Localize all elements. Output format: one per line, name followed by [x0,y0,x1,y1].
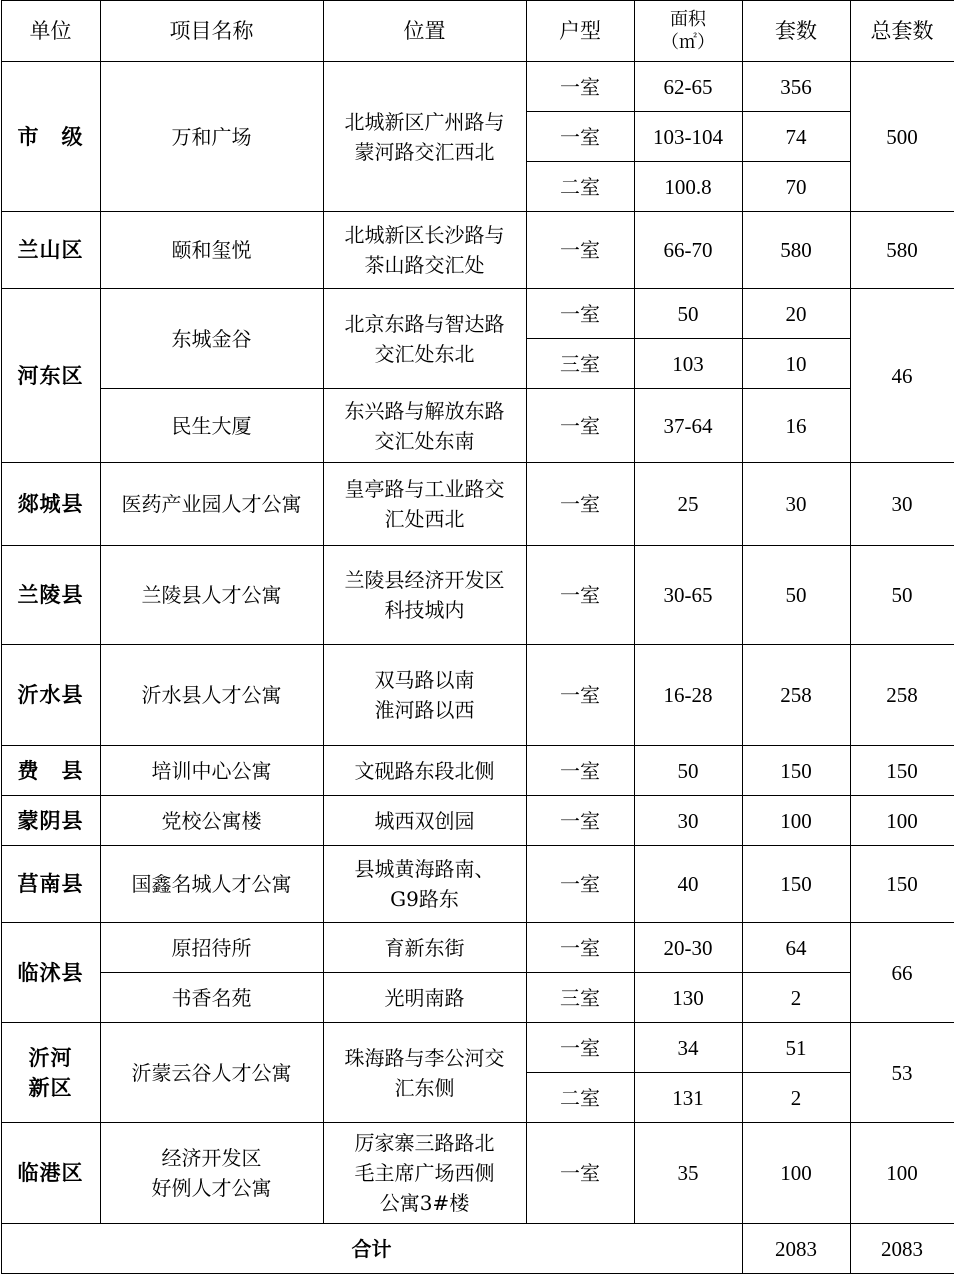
table-row [1,846,954,923]
total-cell: 46 [850,289,954,463]
header-sets: 套数 [742,1,850,62]
housing-table [1,0,954,1274]
sets-cell: 30 [742,463,850,546]
table-row [1,62,954,112]
type-cell: 一室 [526,796,634,846]
area-cell: 20-30 [634,923,742,973]
table-row [1,389,954,463]
location-cell: 北城新区长沙路与 茶山路交汇处 [323,212,526,289]
table-row [1,645,954,746]
location-cell: 东兴路与解放东路 交汇处东南 [323,389,526,463]
location-cell: 光明南路 [323,973,526,1023]
area-cell: 35 [634,1123,742,1224]
total-cell: 30 [850,463,954,546]
table-row [1,463,954,546]
location-cell: 厉家寨三路路北 毛主席广场西侧 公寓3#楼 [323,1123,526,1224]
type-cell: 一室 [526,645,634,746]
type-cell: 一室 [526,112,634,162]
sets-cell: 150 [742,846,850,923]
unit-cell: 蒙阴县 [1,796,100,846]
project-cell: 民生大厦 [100,389,323,463]
area-cell: 34 [634,1023,742,1073]
project-cell: 医药产业园人才公寓 [100,463,323,546]
unit-cell: 莒南县 [1,846,100,923]
sets-cell: 2 [742,1073,850,1123]
type-cell: 一室 [526,1123,634,1224]
location-cell: 城西双创园 [323,796,526,846]
type-cell: 三室 [526,973,634,1023]
total-cell: 53 [850,1023,954,1123]
location-cell: 县城黄海路南、 G9路东 [323,846,526,923]
total-cell: 66 [850,923,954,1023]
location-cell: 珠海路与李公河交 汇东侧 [323,1023,526,1123]
project-cell: 经济开发区 好例人才公寓 [100,1123,323,1224]
total-cell: 150 [850,746,954,796]
area-cell: 37-64 [634,389,742,463]
sets-cell: 74 [742,112,850,162]
type-cell: 一室 [526,389,634,463]
location-cell: 北京东路与智达路 交汇处东北 [323,289,526,389]
area-cell: 130 [634,973,742,1023]
area-cell: 100.8 [634,162,742,212]
type-cell: 一室 [526,1023,634,1073]
total-overall-sum: 2083 [850,1224,954,1274]
type-cell: 三室 [526,339,634,389]
location-cell: 育新东街 [323,923,526,973]
total-label: 合计 [1,1224,742,1274]
project-cell: 沂蒙云谷人才公寓 [100,1023,323,1123]
sets-cell: 50 [742,546,850,645]
project-cell: 沂水县人才公寓 [100,645,323,746]
unit-cell: 兰山区 [1,212,100,289]
area-cell: 25 [634,463,742,546]
project-cell: 颐和玺悦 [100,212,323,289]
table-row [1,212,954,289]
project-cell: 国鑫名城人才公寓 [100,846,323,923]
area-cell: 62-65 [634,62,742,112]
area-cell: 50 [634,289,742,339]
sets-cell: 16 [742,389,850,463]
header-row [1,1,954,62]
table-row [1,289,954,339]
type-cell: 二室 [526,162,634,212]
sets-cell: 100 [742,796,850,846]
sets-cell: 258 [742,645,850,746]
unit-cell: 河东区 [1,289,100,463]
location-cell: 双马路以南 淮河路以西 [323,645,526,746]
table-row [1,1023,954,1073]
project-cell: 培训中心公寓 [100,746,323,796]
unit-cell: 郯城县 [1,463,100,546]
table-row [1,973,954,1023]
table-row [1,1123,954,1224]
project-cell: 东城金谷 [100,289,323,389]
table-row [1,746,954,796]
type-cell: 一室 [526,923,634,973]
unit-cell: 市 级 [1,62,100,212]
table-row [1,796,954,846]
total-cell: 500 [850,62,954,212]
sets-cell: 580 [742,212,850,289]
header-type: 户型 [526,1,634,62]
type-cell: 一室 [526,289,634,339]
area-cell: 50 [634,746,742,796]
sets-cell: 2 [742,973,850,1023]
project-cell: 万和广场 [100,62,323,212]
unit-cell: 费 县 [1,746,100,796]
total-row [1,1224,954,1274]
sets-cell: 64 [742,923,850,973]
type-cell: 一室 [526,846,634,923]
project-cell: 兰陵县人才公寓 [100,546,323,645]
sets-cell: 10 [742,339,850,389]
unit-cell: 沂河 新区 [1,1023,100,1123]
type-cell: 二室 [526,1073,634,1123]
unit-cell: 兰陵县 [1,546,100,645]
sets-cell: 20 [742,289,850,339]
total-cell: 150 [850,846,954,923]
area-cell: 66-70 [634,212,742,289]
total-cell: 100 [850,1123,954,1224]
location-cell: 皇亭路与工业路交 汇处西北 [323,463,526,546]
area-cell: 131 [634,1073,742,1123]
type-cell: 一室 [526,212,634,289]
area-cell: 16-28 [634,645,742,746]
header-total-sets: 总套数 [850,1,954,62]
area-cell: 30-65 [634,546,742,645]
project-cell: 党校公寓楼 [100,796,323,846]
total-cell: 580 [850,212,954,289]
sets-cell: 100 [742,1123,850,1224]
table-row [1,923,954,973]
project-cell: 原招待所 [100,923,323,973]
unit-cell: 沂水县 [1,645,100,746]
location-cell: 北城新区广州路与 蒙河路交汇西北 [323,62,526,212]
header-unit: 单位 [1,1,100,62]
area-cell: 30 [634,796,742,846]
total-cell: 258 [850,645,954,746]
unit-cell: 临港区 [1,1123,100,1224]
type-cell: 一室 [526,62,634,112]
area-cell: 103 [634,339,742,389]
total-cell: 100 [850,796,954,846]
project-cell: 书香名苑 [100,973,323,1023]
header-area: 面积 （㎡） [634,1,742,62]
sets-cell: 51 [742,1023,850,1073]
location-cell: 兰陵县经济开发区 科技城内 [323,546,526,645]
header-location: 位置 [323,1,526,62]
total-cell: 50 [850,546,954,645]
location-cell: 文砚路东段北侧 [323,746,526,796]
header-project: 项目名称 [100,1,323,62]
sets-cell: 70 [742,162,850,212]
sets-cell: 150 [742,746,850,796]
type-cell: 一室 [526,463,634,546]
table-row [1,546,954,645]
unit-cell: 临沭县 [1,923,100,1023]
type-cell: 一室 [526,746,634,796]
sets-cell: 356 [742,62,850,112]
type-cell: 一室 [526,546,634,645]
total-sets-sum: 2083 [742,1224,850,1274]
area-cell: 40 [634,846,742,923]
area-cell: 103-104 [634,112,742,162]
